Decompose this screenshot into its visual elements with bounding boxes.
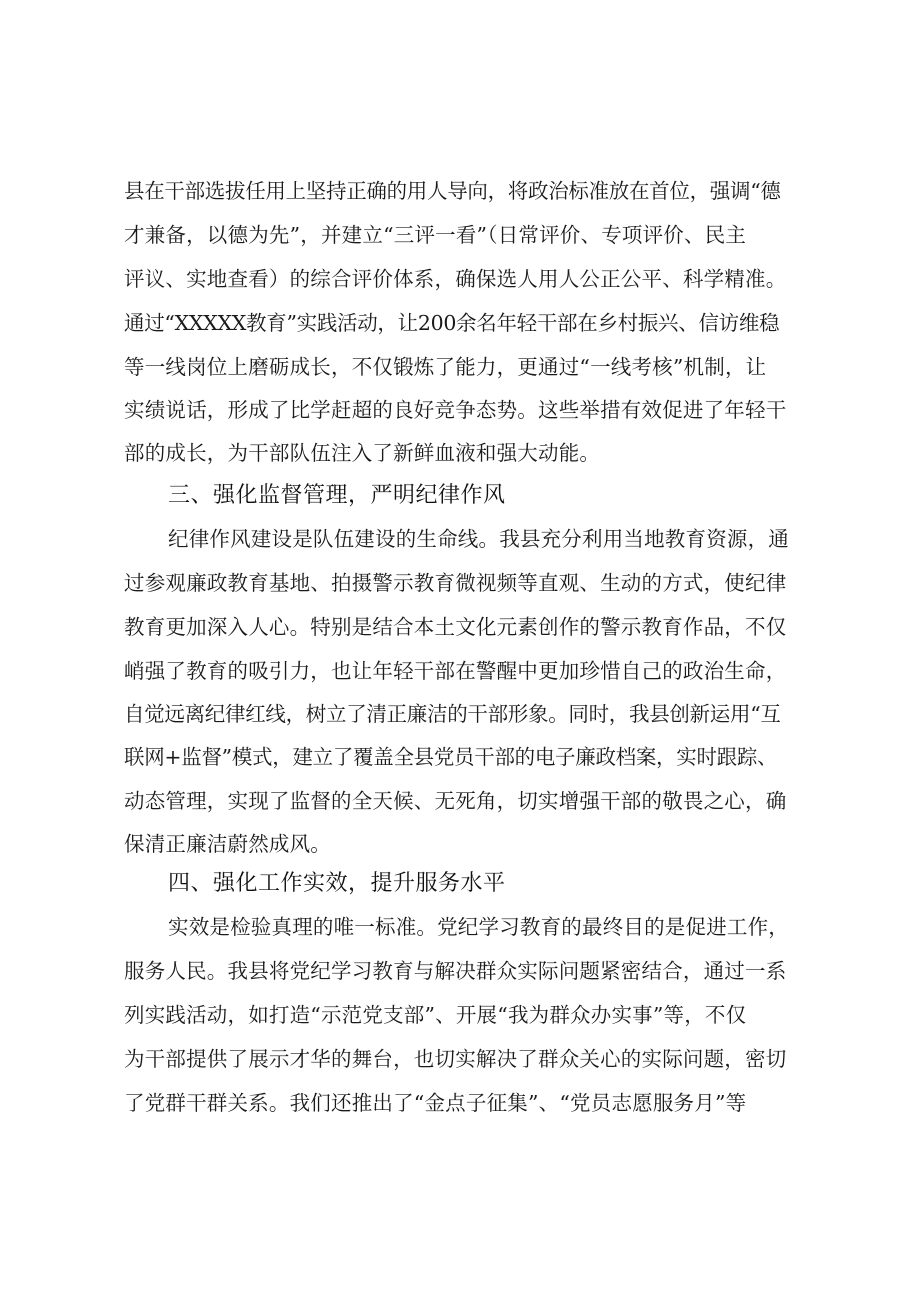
- body-text-line: 才兼备，以德为先”，并建立“三评一看”（日常评价、专项评价、民主: [124, 223, 747, 247]
- body-text-line: 教育更加深入人心。特别是结合本土文化元素创作的警示教育作品，不仅: [124, 615, 787, 639]
- body-text-line: 等一线岗位上磨砺成长，不仅锻炼了能力，更通过“一线考核”机制，让: [124, 355, 767, 379]
- section-heading: 三、强化监督管理，严明纪律作风: [168, 483, 506, 508]
- body-text-line: 了党群干群关系。我们还推出了“金点子征集”、“党员志愿服务月”等: [124, 1091, 747, 1115]
- body-text-line: 峭强了教育的吸引力，也让年轻干部在警醒中更加珍惜自己的政治生命，: [124, 659, 787, 683]
- body-text-line: 列实践活动，如打造“示范党支部”、开展“我为群众办实事”等，不仅: [124, 1003, 747, 1027]
- body-text-line: 为干部提供了展示才华的舞台，也切实解决了群众关心的实际问题，密切: [124, 1047, 787, 1071]
- section-heading: 四、强化工作实效，提升服务水平: [168, 871, 506, 896]
- body-text-line: 部的成长，为干部队伍注入了新鲜血液和强大动能。: [124, 441, 601, 465]
- body-text-line: 县在干部选拔任用上坚持正确的用人导向，将政治标准放在首位，强调“德: [124, 179, 781, 203]
- body-text-line: 保清正廉洁蔚然成风。: [124, 832, 331, 856]
- body-text-line: 自觉远离纪律红线，树立了清正廉洁的干部形象。同时，我县创新运用“互: [124, 702, 781, 726]
- body-text-line: 评议、实地查看）的综合评价体系，确保选人用人公正公平、科学精准。: [124, 267, 787, 291]
- body-text-line: 联网+监督”模式，建立了覆盖全县党员干部的电子廉政档案，实时跟踪、: [124, 745, 778, 769]
- body-text-line: 动态管理，实现了监督的全天候、无死角，切实增强干部的敬畏之心，确: [124, 789, 787, 813]
- body-text-line: 服务人民。我县将党纪学习教育与解决群众实际问题紧密结合，通过一系: [124, 959, 787, 983]
- body-text-line: 纪律作风建设是队伍建设的生命线。我县充分利用当地教育资源，通: [168, 527, 789, 551]
- body-text-line: 实绩说话，形成了比学赶超的良好竞争态势。这些举措有效促进了年轻干: [124, 398, 787, 422]
- body-text-line: 通过“XXXXX教育”实践活动，让200余名年轻干部在乡村振兴、信访维稳: [124, 311, 780, 335]
- body-text-line: 过参观廉政教育基地、拍摄警示教育微视频等直观、生动的方式，使纪律: [124, 571, 787, 595]
- body-text-line: 实效是检验真理的唯一标准。党纪学习教育的最终目的是促进工作，: [168, 915, 789, 939]
